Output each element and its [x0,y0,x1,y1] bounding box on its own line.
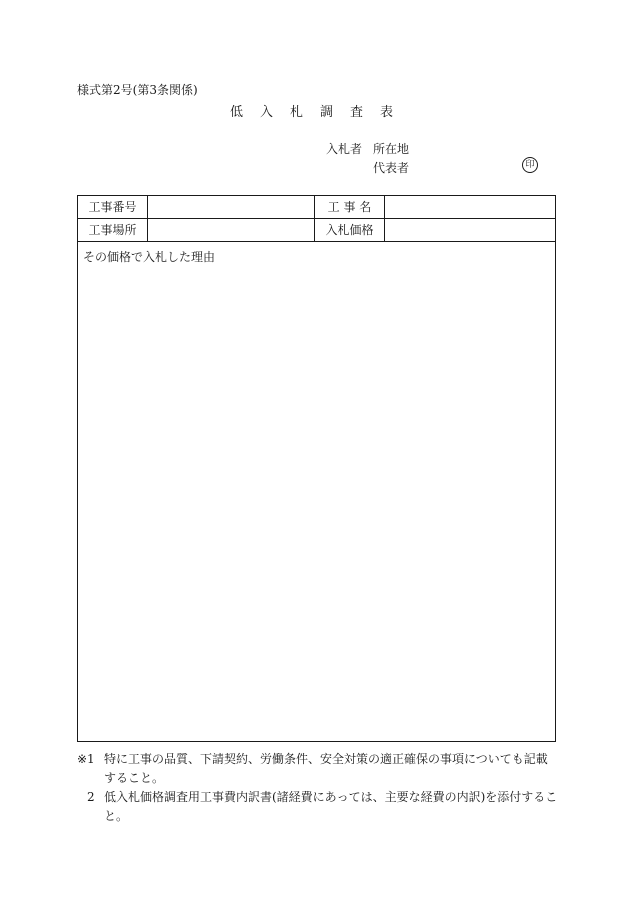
form-number: 様式第2号(第3条関係) [77,83,198,97]
note-item [77,788,559,826]
reason-label: その価格で入札した理由 [83,250,216,264]
bid-price-field[interactable] [385,219,555,241]
construction-name-label: 工 事 名 [315,196,385,218]
construction-number-label: 工事番号 [78,196,148,218]
notes [77,750,559,826]
note-mark: ※1 [77,752,95,766]
note-mark: 2 [87,790,95,804]
note-text: 低入札価格調査用工事費内訳書(諸経費にあっては、主要な経費の内訳)を添付すること。 [104,790,558,823]
reason-field[interactable] [78,242,555,741]
bidder-block [326,140,556,180]
table-row [78,219,555,242]
page-title: 低入札調査表 [230,105,411,120]
note-text: 特に工事の品質、下請契約、労働条件、安全対策の適正確保の事項についても記載すること。 [104,752,548,785]
bid-price-label: 入札価格 [315,219,385,241]
form-table [77,195,556,742]
construction-number-field[interactable] [148,196,315,218]
seal-icon: 印 [522,157,538,173]
construction-location-field[interactable] [148,219,315,241]
representative-label: 代表者 [373,161,410,175]
construction-name-field[interactable] [385,196,555,218]
bidder-label: 入札者 [326,142,363,156]
construction-location-label: 工事場所 [78,219,148,241]
table-row [78,196,555,219]
note-item [77,750,559,788]
address-label: 所在地 [373,142,410,156]
